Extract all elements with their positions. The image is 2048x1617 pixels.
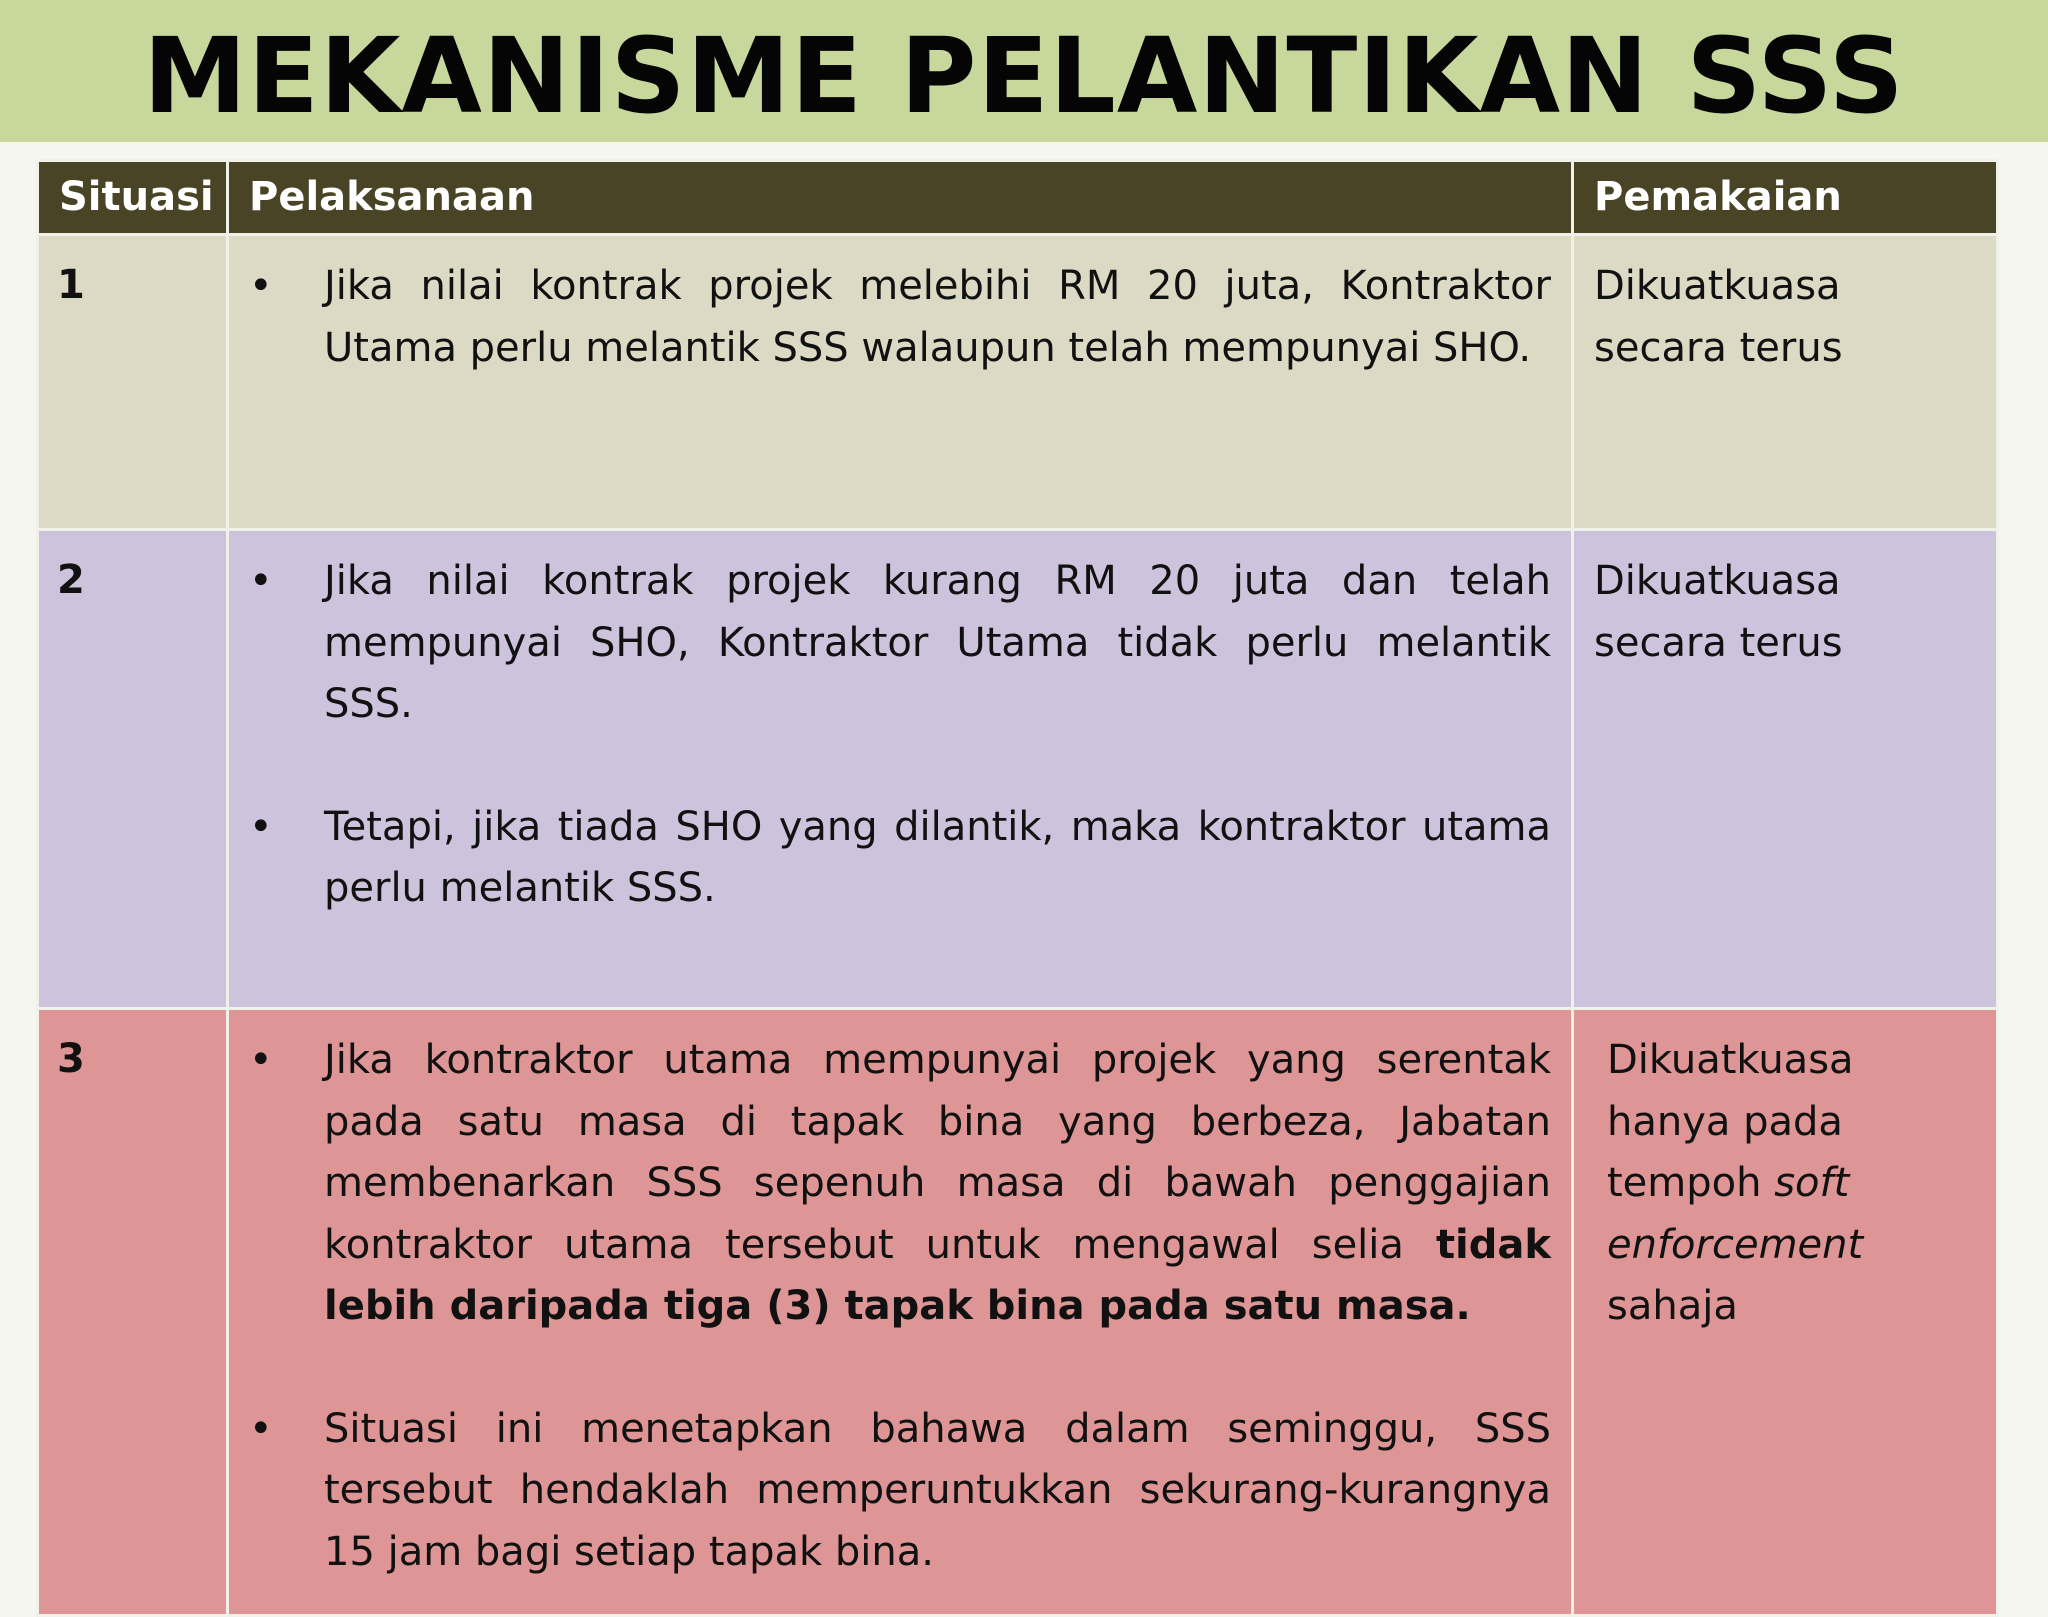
bullet-text: Jika nilai kontrak projek kurang RM 20 juta dan telah mempunyai SHO, Kontraktor Utama tidak perlu melantik SSS. [324,558,1551,727]
pemakaian-text: tempoh [1607,1160,1775,1206]
bullet-icon: • [249,1037,273,1083]
bullet-item [229,1030,1551,1338]
pemakaian-italic-text: soft [1774,1160,1850,1206]
table-row [38,235,1998,530]
situasi-number: 3 [38,1009,228,1616]
bullet-text: Jika nilai kontrak projek melebihi RM 20 juta, Kontraktor Utama perlu melantik SSS walaupun telah mempunyai SHO. [324,263,1551,371]
situasi-number: 2 [38,530,228,1009]
bullet-text: Situasi ini menetapkan bahawa dalam seminggu, SSS tersebut hendaklah memperuntukkan sekurang-kurangnya 15 jam bagi setiap tapak bina. [324,1405,1551,1575]
pemakaian-cell [1573,530,1998,1009]
pemakaian-line: sahaja [1607,1283,1738,1329]
header-pelaksanaan: Pelaksanaan [228,161,1573,235]
bullet-item [229,797,1551,920]
header-pemakaian: Pemakaian [1573,161,1998,235]
bullet-text: Tetapi, jika tiada SHO yang dilantik, maka kontraktor utama perlu melantik SSS. [324,803,1551,911]
pemakaian-italic-text: enforcement [1607,1221,1864,1268]
header-situasi: Situasi [38,161,228,235]
bullet-item [229,256,1551,379]
pemakaian-line [1607,1215,1996,1277]
pemakaian-cell [1573,235,1998,530]
pelaksanaan-cell [228,1009,1573,1616]
pemakaian-line: secara terus [1594,324,1843,371]
pemakaian-line [1607,1153,1996,1215]
bullet-icon: • [249,263,273,309]
table-header-row [38,161,1998,235]
bullet-icon: • [249,558,273,604]
pemakaian-line: Dikuatkuasa [1594,558,1841,604]
mechanism-table [36,159,1999,1617]
pemakaian-line: hanya pada [1607,1098,1843,1145]
pemakaian-line: Dikuatkuasa [1607,1037,1854,1083]
bullet-item [229,1399,1551,1584]
pelaksanaan-cell [228,530,1573,1009]
situasi-number: 1 [38,235,228,530]
pelaksanaan-cell [228,235,1573,530]
bullet-icon: • [249,803,273,850]
bullet-icon: • [249,1405,273,1452]
bullet-bold-text: tidak lebih daripada tiga (3) tapak bina pada satu masa. [324,1221,1551,1329]
bullet-text: Jika kontraktor utama mempunyai projek yang serentak pada satu masa di tapak bina yang berbeza, Jabatan membenarkan SSS sepenuh masa di bawah penggajian kontraktor utama tersebut untuk mengawal selia [324,1037,1551,1268]
pemakaian-line: secara terus [1594,619,1843,666]
page-title: MEKANISME PELANTIKAN SSS [143,15,1905,137]
bullet-item [229,551,1551,736]
table-row [38,1009,1998,1616]
pemakaian-line: Dikuatkuasa [1594,263,1841,309]
table-row [38,530,1998,1009]
pemakaian-cell [1573,1009,1998,1616]
